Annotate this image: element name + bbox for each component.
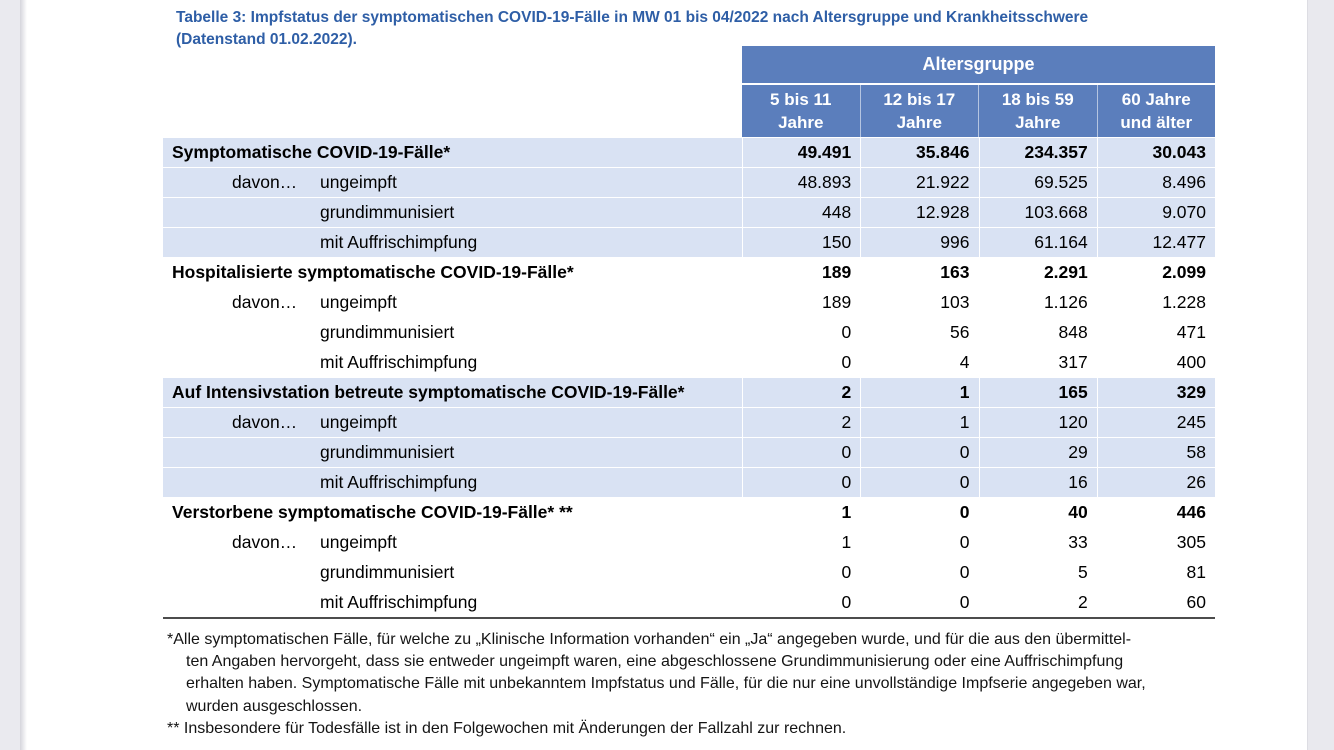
row-label bbox=[163, 407, 742, 437]
vaccination-status-label: grundimmunisiert bbox=[320, 322, 455, 342]
value-cell: 305 bbox=[1176, 532, 1206, 552]
column-header-4: 60 Jahre und älter bbox=[1097, 85, 1216, 137]
row-label bbox=[163, 587, 742, 617]
footnote-line-2: ten Angaben hervorgeht, dass sie entweder ungeimpft waren, eine abgeschlossene Grundimmunisierung oder eine Auffrischimpfung bbox=[186, 653, 1124, 671]
value-cell: 12.928 bbox=[860, 197, 978, 227]
detail-row bbox=[163, 197, 1215, 227]
value-cell: 189 bbox=[822, 262, 852, 282]
value-cell: 0 bbox=[959, 532, 970, 552]
value-cell: 58 bbox=[1097, 437, 1215, 467]
vaccination-status-label: grundimmunisiert bbox=[320, 442, 455, 462]
row-label bbox=[163, 227, 742, 257]
row-label bbox=[163, 497, 742, 527]
category-label: Symptomatische COVID-19-Fälle* bbox=[172, 142, 451, 162]
value-cell: 471 bbox=[1176, 322, 1206, 342]
footnote-line-3: erhalten haben. Symptomatische Fälle mit unbekanntem Impfstatus und Fälle, für die nur eine unvollständige Impfserie angegeben war, bbox=[186, 675, 1146, 693]
detail-row bbox=[163, 317, 1215, 347]
category-row bbox=[163, 377, 1215, 407]
footnotes bbox=[167, 629, 1315, 740]
detail-row bbox=[163, 587, 1215, 617]
davon-prefix: davon… bbox=[232, 532, 298, 552]
value-cell: 29 bbox=[979, 437, 1097, 467]
value-cell: 0 bbox=[860, 437, 978, 467]
category-row bbox=[163, 497, 1215, 527]
value-cell: 165 bbox=[979, 377, 1097, 407]
agegroup-header: Altersgruppe bbox=[742, 46, 1215, 83]
table-header bbox=[742, 46, 1215, 137]
column-headers bbox=[742, 85, 1215, 137]
davon-prefix: davon… bbox=[232, 412, 298, 432]
value-cell: 103 bbox=[940, 292, 970, 312]
column-header-1: 5 bis 11 Jahre bbox=[742, 85, 860, 137]
value-cell: 2 bbox=[1078, 592, 1088, 612]
value-cell: 245 bbox=[1097, 407, 1215, 437]
value-cell: 103.668 bbox=[979, 197, 1097, 227]
value-cell: 5 bbox=[1078, 562, 1088, 582]
detail-row bbox=[163, 407, 1215, 437]
detail-row bbox=[163, 557, 1215, 587]
value-cell: 2 bbox=[742, 377, 860, 407]
category-row bbox=[163, 257, 1215, 287]
value-cell: 35.846 bbox=[860, 137, 978, 167]
row-label bbox=[163, 317, 742, 347]
value-cell: 234.357 bbox=[979, 137, 1097, 167]
vaccination-status-label: grundimmunisiert bbox=[320, 562, 455, 582]
value-cell: 1.228 bbox=[1162, 292, 1206, 312]
value-cell: 1 bbox=[860, 377, 978, 407]
value-cell: 150 bbox=[742, 227, 860, 257]
value-cell: 9.070 bbox=[1097, 197, 1215, 227]
footnote-line-1: *Alle symptomatischen Fälle, für welche zu „Klinische Information vorhanden“ ein „Ja“ angegeben wurde, und für die aus den übermittel- bbox=[167, 631, 1132, 648]
vaccination-status-label: mit Auffrischimpfung bbox=[320, 352, 478, 372]
value-cell: 996 bbox=[860, 227, 978, 257]
detail-row bbox=[163, 527, 1215, 557]
column-header-2: 12 bis 17 Jahre bbox=[860, 85, 979, 137]
value-cell: 400 bbox=[1176, 352, 1206, 372]
value-cell: 1 bbox=[860, 407, 978, 437]
value-cell: 2.099 bbox=[1162, 262, 1206, 282]
value-cell: 120 bbox=[979, 407, 1097, 437]
value-cell: 0 bbox=[860, 467, 978, 497]
value-cell: 189 bbox=[822, 292, 852, 312]
value-cell: 163 bbox=[940, 262, 970, 282]
value-cell: 317 bbox=[1058, 352, 1088, 372]
row-label bbox=[163, 467, 742, 497]
value-cell: 61.164 bbox=[979, 227, 1097, 257]
caption-line-2: (Datenstand 01.02.2022). bbox=[176, 31, 357, 48]
value-cell: 2 bbox=[742, 407, 860, 437]
vaccination-status-label: ungeimpft bbox=[320, 292, 397, 312]
page-edge-shadow bbox=[20, 0, 27, 750]
detail-row bbox=[163, 467, 1215, 497]
value-cell: 0 bbox=[742, 467, 860, 497]
value-cell: 4 bbox=[959, 352, 970, 372]
value-cell: 30.043 bbox=[1097, 137, 1215, 167]
value-cell: 329 bbox=[1097, 377, 1215, 407]
value-cell: 69.525 bbox=[979, 167, 1097, 197]
value-cell: 81 bbox=[1186, 562, 1206, 582]
value-cell: 16 bbox=[979, 467, 1097, 497]
value-cell: 33 bbox=[1068, 532, 1088, 552]
value-cell: 0 bbox=[841, 592, 852, 612]
vaccination-status-label: ungeimpft bbox=[320, 412, 397, 432]
davon-prefix: davon… bbox=[232, 292, 298, 312]
row-label bbox=[163, 557, 742, 587]
vaccination-status-label: ungeimpft bbox=[320, 172, 397, 192]
vaccination-status-label: mit Auffrischimpfung bbox=[320, 232, 478, 252]
value-cell: 448 bbox=[742, 197, 860, 227]
value-cell: 1.126 bbox=[1043, 292, 1088, 312]
vaccination-status-label: grundimmunisiert bbox=[320, 202, 455, 222]
vaccination-status-label: mit Auffrischimpfung bbox=[320, 472, 478, 492]
row-label bbox=[163, 347, 742, 377]
value-cell: 26 bbox=[1097, 467, 1215, 497]
value-cell: 12.477 bbox=[1097, 227, 1215, 257]
value-cell: 848 bbox=[1058, 322, 1088, 342]
value-cell: 8.496 bbox=[1097, 167, 1215, 197]
value-cell: 446 bbox=[1176, 502, 1206, 522]
value-cell: 0 bbox=[841, 352, 852, 372]
value-cell: 0 bbox=[959, 592, 970, 612]
row-label bbox=[163, 527, 742, 557]
viewer-margin-left bbox=[0, 0, 20, 750]
detail-row bbox=[163, 167, 1215, 197]
detail-row bbox=[163, 437, 1215, 467]
table-body bbox=[163, 137, 1215, 619]
value-cell: 56 bbox=[950, 322, 970, 342]
value-cell: 1 bbox=[841, 502, 852, 522]
footnote-line-5: ** Insbesondere für Todesfälle ist in den Folgewochen mit Änderungen der Fallzahl zur rechnen. bbox=[167, 719, 847, 737]
category-row bbox=[163, 137, 1215, 167]
value-cell: 0 bbox=[959, 562, 970, 582]
value-cell: 1 bbox=[841, 532, 852, 552]
detail-row bbox=[163, 227, 1215, 257]
detail-row bbox=[163, 287, 1215, 317]
value-cell: 60 bbox=[1186, 592, 1206, 612]
table-caption bbox=[176, 7, 1291, 51]
impfstatus-table bbox=[163, 46, 1215, 619]
category-label: Auf Intensivstation betreute symptomatische COVID-19-Fälle* bbox=[172, 382, 685, 402]
footnote-line-4: wurden ausgeschlossen. bbox=[186, 697, 363, 715]
davon-prefix: davon… bbox=[232, 172, 298, 192]
value-cell: 0 bbox=[959, 502, 970, 522]
row-label bbox=[163, 137, 742, 167]
value-cell: 0 bbox=[841, 322, 852, 342]
column-header-3: 18 bis 59 Jahre bbox=[978, 85, 1097, 137]
row-label bbox=[163, 257, 742, 287]
category-label: Hospitalisierte symptomatische COVID-19-Fälle* bbox=[172, 262, 574, 282]
category-label: Verstorbene symptomatische COVID-19-Fälle* ** bbox=[172, 502, 573, 522]
value-cell: 48.893 bbox=[742, 167, 860, 197]
value-cell: 2.291 bbox=[1043, 262, 1088, 282]
row-label bbox=[163, 437, 742, 467]
caption-line-1: Tabelle 3: Impfstatus der symptomatischen COVID-19-Fälle in MW 01 bis 04/2022 nach Altersgruppe und Krankheitsschwere bbox=[176, 9, 1089, 26]
value-cell: 0 bbox=[742, 437, 860, 467]
row-label bbox=[163, 167, 742, 197]
value-cell: 49.491 bbox=[742, 137, 860, 167]
row-label bbox=[163, 377, 742, 407]
value-cell: 21.922 bbox=[860, 167, 978, 197]
vaccination-status-label: mit Auffrischimpfung bbox=[320, 592, 478, 612]
detail-row bbox=[163, 347, 1215, 377]
value-cell: 0 bbox=[841, 562, 852, 582]
vaccination-status-label: ungeimpft bbox=[320, 532, 397, 552]
row-label bbox=[163, 197, 742, 227]
value-cell: 40 bbox=[1068, 502, 1088, 522]
row-label bbox=[163, 287, 742, 317]
